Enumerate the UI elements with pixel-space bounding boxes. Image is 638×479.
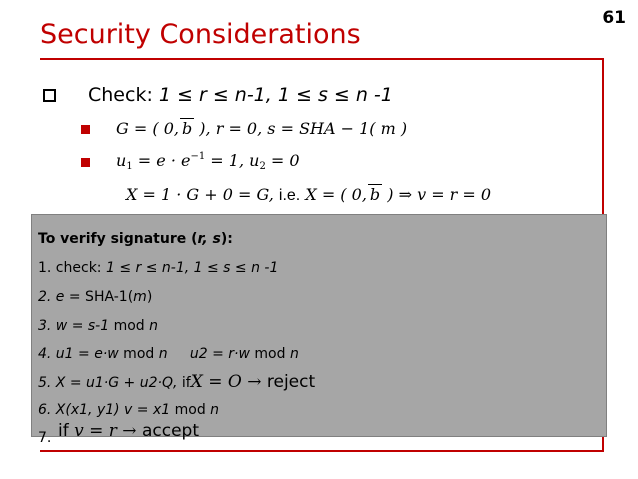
bottom-rule (40, 450, 603, 452)
formula-g-rest: ), r = 0, s = SHA − 1( m ) (194, 119, 408, 138)
checkbox-bullet (43, 89, 56, 102)
slide-title: Security Considerations (40, 19, 361, 50)
verify-step-1: 1. check: 1 ≤ r ≤ n-1, 1 ≤ s ≤ n -1 (38, 260, 279, 276)
verify-step-5: 5. X = u1·G + u2·Q, ifX = O → reject (38, 372, 316, 392)
formula-g-start: G = ( 0, (116, 119, 179, 138)
verify-step-4: 4. u1 = e·w mod n u2 = r·w mod n (38, 346, 299, 362)
formula-g (116, 118, 407, 138)
check-line (88, 84, 393, 106)
formula-x: X = 1 · G + 0 = G, i.e. X = ( 0, b ) ⇒ v = r = 0 (126, 185, 492, 204)
square-bullet-1 (81, 125, 90, 134)
verify-heading: To verify signature (r, s): (38, 231, 233, 247)
formula-u: $u_1 = e \cdot e^{-1} = 1$, $u_2 = 0$ (116, 151, 300, 172)
slide-number: 61 (602, 8, 626, 28)
check-condition: 1 ≤ r ≤ n-1, 1 ≤ s ≤ n -1 (158, 84, 393, 106)
verify-step-7: if v = r → accept (58, 421, 199, 441)
verify-step-2: 2. e = SHA-1(m) (38, 289, 153, 305)
sqrt-b: b (181, 119, 193, 138)
verify-step-3: 3. w = s-1 mod n (38, 318, 159, 334)
square-bullet-2 (81, 158, 90, 167)
verify-step-6: 6. X(x1, y1) v = x1 mod n (38, 402, 220, 418)
verify-step-7-number: 7. (38, 430, 52, 446)
check-prefix: Check: (88, 84, 159, 106)
title-rule (40, 58, 603, 60)
